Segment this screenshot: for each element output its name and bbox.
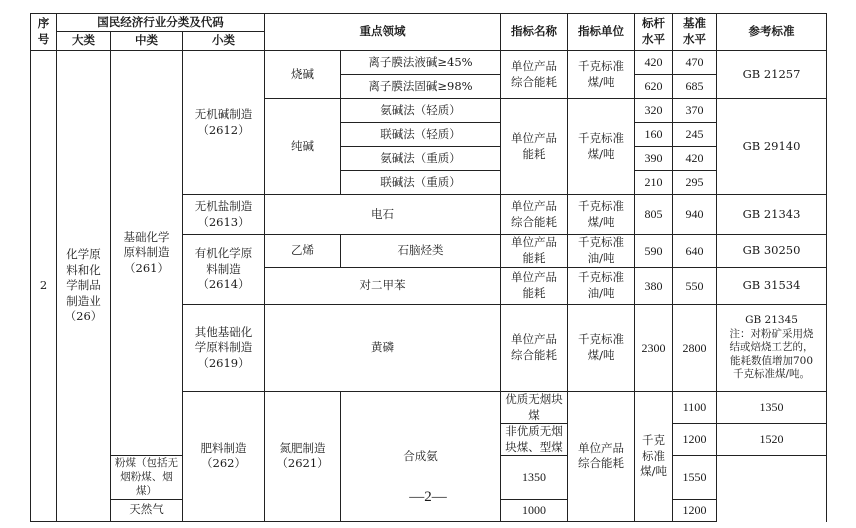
benchmark-value: 380 (635, 268, 673, 305)
minor-organic-chemicals: 有机化学原 料制造 （2614） (183, 235, 265, 305)
category-synthetic-ammonia: 合成氨 (341, 392, 501, 522)
baseline-value: 685 (673, 75, 717, 99)
benchmark-value: 2300 (635, 305, 673, 392)
major-category: 化学原 料和化 学制品 制造业 （26） (57, 51, 111, 522)
baseline-value: 420 (673, 147, 717, 171)
benchmark-value: 1100 (673, 392, 717, 424)
unit-carbide: 千克标准 煤/吨 (568, 195, 635, 235)
unit-paraxylene: 千克标准 油/吨 (568, 268, 635, 305)
baseline-value: 1350 (717, 392, 827, 424)
header-unit: 指标单位 (568, 14, 635, 51)
category-caustic-soda: 烧碱 (265, 51, 341, 99)
baseline-value: 295 (673, 171, 717, 195)
baseline-value: 550 (673, 268, 717, 305)
baseline-value: 370 (673, 99, 717, 123)
header-major: 大类 (57, 32, 111, 51)
unit-ethylene: 千克标准 油/吨 (568, 235, 635, 268)
unit-soda: 千克标准 煤/吨 (568, 99, 635, 195)
header-benchmark: 标杆 水平 (635, 14, 673, 51)
baseline-value: 640 (673, 235, 717, 268)
sub-caustic-solid: 离子膜法固碱≥98% (341, 75, 501, 99)
indicator-ammonia: 单位产品 综合能耗 (568, 392, 635, 522)
header-reference: 参考标准 (717, 14, 827, 51)
sub-ammonia-3: 粉煤（包括无烟粉煤、烟煤） (111, 456, 183, 500)
baseline-value: 1200 (673, 499, 717, 521)
baseline-value: 470 (673, 51, 717, 75)
sub-ethylene-naphtha: 石脑烃类 (341, 235, 501, 268)
sub-soda-2: 联碱法（轻质） (341, 123, 501, 147)
benchmark-value: 210 (635, 171, 673, 195)
benchmark-value: 320 (635, 99, 673, 123)
sub-caustic-liquid: 离子膜法液碱≥45% (341, 51, 501, 75)
benchmark-value: 390 (635, 147, 673, 171)
unit-phosphorus: 千克标准 煤/吨 (568, 305, 635, 392)
minor-inorganic-salt: 无机盐制造 （2613） (183, 195, 265, 235)
baseline-value: 1550 (673, 456, 717, 500)
benchmark-value: 160 (635, 123, 673, 147)
baseline-value: 1520 (717, 424, 827, 456)
energy-benchmark-table (30, 13, 827, 522)
category-ethylene: 乙烯 (265, 235, 341, 268)
focus-yellow-phosphorus: 黄磷 (265, 305, 501, 392)
reference-carbide: GB 21343 (717, 195, 827, 235)
minor-inorganic-alkali: 无机碱制造 （2612） (183, 51, 265, 195)
row-seq: 2 (31, 51, 57, 522)
indicator-phosphorus: 单位产品 综合能耗 (501, 305, 568, 392)
baseline-value: 2800 (673, 305, 717, 392)
reference-ethylene: GB 30250 (717, 235, 827, 268)
unit-ammonia: 千克标准 煤/吨 (635, 392, 673, 522)
benchmark-value: 420 (635, 51, 673, 75)
unit-caustic: 千克标准 煤/吨 (568, 51, 635, 99)
medium-basic-chemicals: 基础化学 原料制造 （261） (111, 51, 183, 456)
indicator-ethylene: 单位产品 能耗 (501, 235, 568, 268)
benchmark-value: 620 (635, 75, 673, 99)
sub-ammonia-2: 非优质无烟块煤、型煤 (501, 424, 568, 456)
sub-soda-3: 氨碱法（重质） (341, 147, 501, 171)
sub-ammonia-4: 天然气 (111, 499, 183, 521)
header-seq: 序 号 (31, 14, 57, 51)
header-minor: 小类 (183, 32, 265, 51)
sub-ammonia-1: 优质无烟块煤 (501, 392, 568, 424)
reference-soda: GB 29140 (717, 99, 827, 195)
page-number: —2— (409, 489, 447, 505)
reference-phosphorus: GB 21345 注：对粉矿采用烧 结或焙烧工艺的， 能耗数值增加700 千克标准煤/吨。 (717, 305, 827, 392)
focus-calcium-carbide: 电石 (265, 195, 501, 235)
header-indicator: 指标名称 (501, 14, 568, 51)
medium-fertilizer: 肥料制造 （262） (183, 392, 265, 522)
focus-paraxylene: 对二甲苯 (265, 268, 501, 305)
sub-soda-1: 氨碱法（轻质） (341, 99, 501, 123)
benchmark-value: 590 (635, 235, 673, 268)
sub-soda-4: 联碱法（重质） (341, 171, 501, 195)
header-baseline: 基准 水平 (673, 14, 717, 51)
benchmark-value: 1200 (673, 424, 717, 456)
indicator-carbide: 单位产品 综合能耗 (501, 195, 568, 235)
header-industry-group: 国民经济行业分类及代码 (57, 14, 265, 32)
category-soda-ash: 纯碱 (265, 99, 341, 195)
benchmark-value: 805 (635, 195, 673, 235)
indicator-caustic: 单位产品 综合能耗 (501, 51, 568, 99)
benchmark-value: 1350 (501, 456, 568, 500)
header-focus: 重点领域 (265, 14, 501, 51)
baseline-value: 245 (673, 123, 717, 147)
minor-other-basic-chemicals: 其他基础化 学原料制造 （2619） (183, 305, 265, 392)
indicator-paraxylene: 单位产品 能耗 (501, 268, 568, 305)
reference-caustic: GB 21257 (717, 51, 827, 99)
minor-nitrogen-fertilizer: 氮肥制造 （2621） (265, 392, 341, 522)
baseline-value: 940 (673, 195, 717, 235)
header-medium: 中类 (111, 32, 183, 51)
indicator-soda: 单位产品 能耗 (501, 99, 568, 195)
benchmark-value: 1000 (501, 499, 568, 521)
reference-paraxylene: GB 31534 (717, 268, 827, 305)
